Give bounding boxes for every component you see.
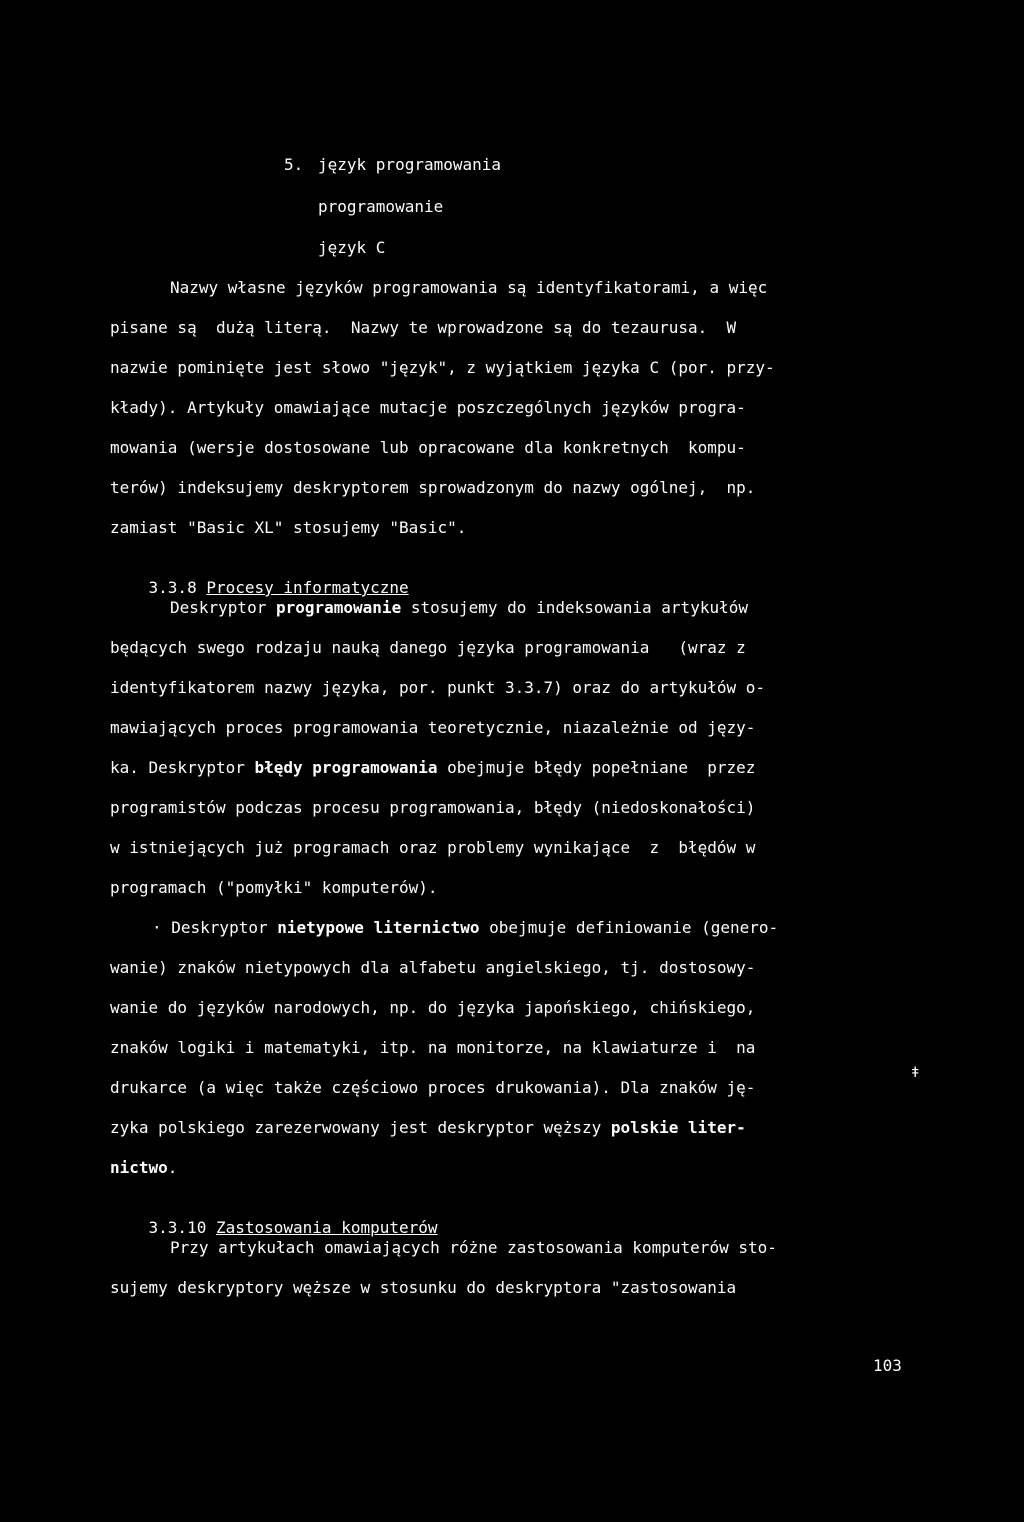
paragraph-line: · Deskryptor nietypowe liternictwo obejmuje definiowanie (genero- xyxy=(152,918,779,937)
descriptor-polskie-liternictwo-cont: nictwo xyxy=(110,1158,168,1177)
paragraph-line: Nazwy własne języków programowania są identyfikatorami, a więc xyxy=(170,278,768,297)
paragraph-line: znaków logiki i matematyki, itp. na monitorze, na klawiaturze i na xyxy=(110,1038,756,1057)
descriptor-programowanie: programowanie xyxy=(275,598,402,617)
term-programming-language: język programowania xyxy=(318,155,502,174)
paragraph-line: nictwo. xyxy=(110,1158,178,1177)
descriptor-bledy-programowania: błędy programowania xyxy=(254,758,438,777)
term-c-language: język C xyxy=(318,238,386,257)
margin-mark: ǂ xyxy=(911,1065,920,1081)
paragraph-line: programach ("pomyłki" komputerów). xyxy=(110,878,438,897)
descriptor-polskie-liternictwo: polskie liter- xyxy=(610,1118,746,1137)
term-programming: programowanie xyxy=(318,197,444,216)
paragraph-line: identyfikatorem nazwy języka, por. punkt 3.3.7) oraz do artykułów o- xyxy=(110,678,766,697)
paragraph-line: pisane są dużą literą. Nazwy te wprowadzone są do tezaurusa. W xyxy=(110,318,737,337)
paragraph-line: wanie) znaków nietypowych dla alfabetu angielskiego, tj. dostosowy- xyxy=(110,958,756,977)
paragraph-line: będących swego rodzaju nauką danego języka programowania (wraz z xyxy=(110,638,746,657)
paragraph-line: sujemy deskryptory węższe w stosunku do deskryptora "zastosowania xyxy=(110,1278,737,1297)
section-title: Procesy informatyczne xyxy=(206,578,409,597)
paragraph-line: zamiast "Basic XL" stosujemy "Basic". xyxy=(110,518,467,537)
page-number: 103 xyxy=(873,1356,902,1375)
paragraph-line: Deskryptor programowanie stosujemy do indeksowania artykułów xyxy=(170,598,748,617)
paragraph-line: drukarce (a więc także częściowo proces drukowania). Dla znaków ję- xyxy=(110,1078,756,1097)
paragraph-line: w istniejących już programach oraz problemy wynikające z błędów w xyxy=(110,838,756,857)
list-item-number: 5. xyxy=(284,155,304,174)
section-title: Zastosowania komputerów xyxy=(215,1218,438,1237)
paragraph-line: wanie do języków narodowych, np. do języka japońskiego, chińskiego, xyxy=(110,998,756,1017)
paragraph-line: kłady). Artykuły omawiające mutacje poszczególnych języków progra- xyxy=(110,398,746,417)
descriptor-nietypowe-liternictwo: nietypowe liternictwo xyxy=(277,918,480,937)
paragraph-line: nazwie pominięte jest słowo "język", z wyjątkiem języka C (por. przy- xyxy=(110,358,775,377)
paragraph-line: zyka polskiego zarezerwowany jest deskryptor węższy polskie liter- xyxy=(110,1118,746,1137)
section-number: 3.3.10 xyxy=(148,1218,207,1237)
paragraph-line: terów) indeksujemy deskryptorem sprowadzonym do nazwy ogólnej, np. xyxy=(110,478,756,497)
paragraph-line: Przy artykułach omawiających różne zastosowania komputerów sto- xyxy=(170,1238,777,1257)
paragraph-line: mowania (wersje dostosowane lub opracowane dla konkretnych kompu- xyxy=(110,438,746,457)
paragraph-line: mawiających proces programowania teoretycznie, niazależnie od języ- xyxy=(110,718,756,737)
paragraph-line: programistów podczas procesu programowania, błędy (niedoskonałości) xyxy=(110,798,756,817)
section-number: 3.3.8 xyxy=(148,578,197,597)
paragraph-line: ka. Deskryptor błędy programowania obejmuje błędy popełniane przez xyxy=(110,758,756,777)
